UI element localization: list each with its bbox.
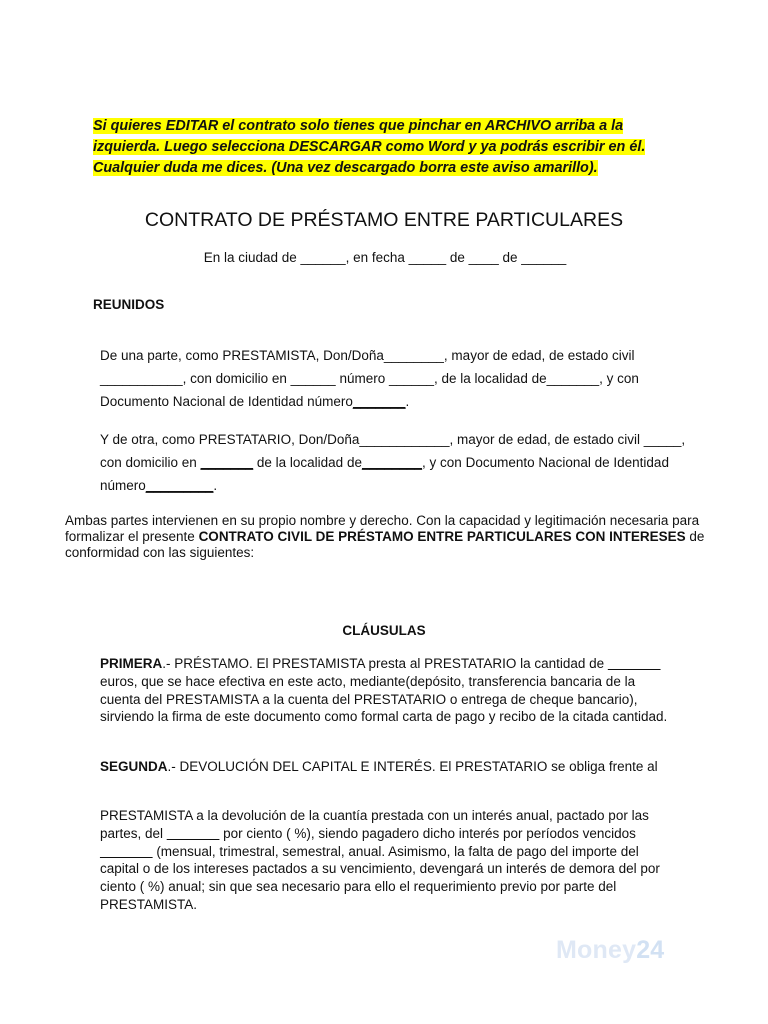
logo-word: Money: [556, 936, 637, 964]
party2-text-2: de la localidad de: [253, 455, 362, 470]
segunda-text: .- DEVOLUCIÓN DEL CAPITAL E INTERÉS. El PRESTATARIO se obliga frente al: [167, 759, 658, 774]
reunidos-heading: REUNIDOS: [93, 297, 165, 312]
intro-paragraph: [65, 513, 715, 561]
party1-text: De una parte, como PRESTAMISTA, Don/Doña________, mayor de edad, de estado civil ___________, con domicilio en ______ número ______, de la localidad de_______, y con Documento Nacional de Identidad número: [100, 348, 639, 409]
segunda-cont-text-1: PRESTAMISTA a la devolución de la cuantía prestada con un interés anual, pactado por las partes, del: [100, 808, 649, 841]
place-date-line: En la ciudad de ______, en fecha _____ de ____ de ______: [203, 250, 567, 265]
intro-contract-name: CONTRATO CIVIL DE PRÉSTAMO ENTRE PARTICULARES CON INTERESES: [198, 529, 686, 544]
intro-text-2: de conformidad con las siguientes:: [65, 529, 705, 560]
clause-primera: [100, 655, 670, 726]
party2-id-blank: _________: [145, 478, 214, 493]
period-blank: _______: [100, 843, 153, 859]
clausulas-heading: CLÁUSULAS: [342, 623, 426, 638]
primera-text-2: euros, que se hace efectiva en este acto, mediante(depósito, transferencia bancaria de la cuenta del PRESTAMISTA a la cuenta del PRESTATARIO o entrega de cheque bancario), sirviendo la firma de este documento como formal carta de pago y recibo de la citada cantidad.: [100, 673, 668, 725]
intro-text-1: Ambas partes intervienen en su propio nombre y derecho. Con la capacidad y legitimación necesaria para formalizar el presente: [65, 513, 700, 544]
yellow-notice: [93, 116, 673, 179]
notice-text: Si quieres EDITAR el contrato solo tienes que pinchar en ARCHIVO arriba a la izquierda. Luego selecciona DESCARGAR como Word y ya podrás escribir en él. Cualquier duda me dices. (Una vez descargado borra este aviso amarillo).: [93, 118, 646, 176]
segunda-cont-text-3: (mensual, trimestral, semestral, anual. Asimismo, la falta de pago del importe del capital o de los intereses pactados a su vencimiento, devengará un interés de demora del por ciento ( %) anual; sin que sea necesario para ello el requerimiento previo por parte del PRESTAMISTA.: [100, 843, 660, 912]
party2-end: .: [213, 478, 218, 493]
primera-label: PRIMERA: [100, 656, 163, 671]
document-title: CONTRATO DE PRÉSTAMO ENTRE PARTICULARES: [144, 209, 624, 231]
party2-address-blank: _______: [200, 455, 254, 470]
party2-text-3: , y con Documento Nacional de Identidad número: [100, 455, 669, 493]
logo-number: 24: [636, 936, 665, 964]
clause-segunda-continuation: [100, 807, 680, 914]
party1-id-blank: _______: [352, 394, 406, 409]
party-borrower-paragraph: [100, 428, 690, 497]
segunda-cont-text-2: por ciento ( %), siendo pagadero dicho interés por períodos vencidos: [219, 825, 636, 841]
primera-amount-blank: _______: [607, 656, 661, 671]
party2-text-1: Y de otra, como PRESTATARIO, Don/Doña____________, mayor de edad, de estado civil _____, con domicilio en: [100, 432, 686, 470]
primera-text-1: .- PRÉSTAMO. El PRESTAMISTA presta al PRESTATARIO la cantidad de: [162, 656, 608, 671]
segunda-label: SEGUNDA: [100, 759, 168, 774]
party-lender-paragraph: [100, 344, 690, 413]
interest-rate-blank: _______: [166, 825, 220, 841]
clause-segunda: [100, 758, 680, 776]
money24-watermark-logo: [556, 936, 664, 965]
party2-locality-blank: ________: [361, 455, 423, 470]
party1-end: .: [405, 394, 410, 409]
